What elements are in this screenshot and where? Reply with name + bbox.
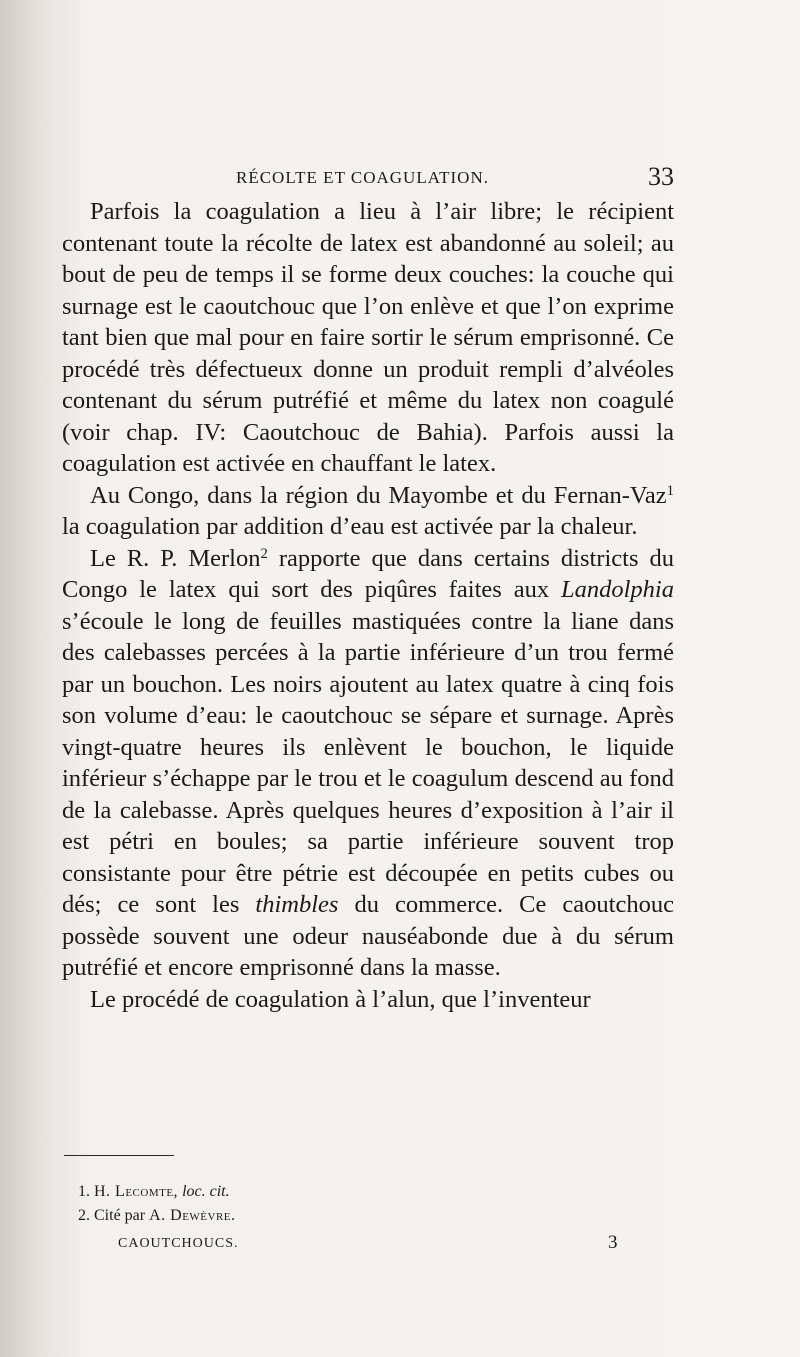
footnote-author: H. Lecomte, <box>94 1183 179 1200</box>
footnote-author: A. Dewèvre. <box>149 1207 236 1224</box>
paragraph-3-text-end: du commerce. Ce caoutchouc possède souvent une odeur nauséabonde due à du sérum putréfié et encore emprisonné dans la masse. <box>62 891 674 981</box>
footnote-ref-2: 2 <box>260 545 268 562</box>
italic-landolphia: Landolphia <box>561 576 674 603</box>
footnote-number: 1. <box>78 1183 90 1200</box>
paragraph-3-text-mid2: s’écoule le long de feuilles mastiquées contre la liane dans des calebasses percées à la partie inférieure d’un trou fermé par un bouchon. Les noirs ajoutent au latex quatre à cinq fois son volume d’eau: le caoutchouc se sépare et surnage. Après vingt-quatre heures ils enlèvent le bouchon, le liquide inférieur s’échappe par le trou et le coagulum descend au fond de la calebasse. Après quelques heures d’exposition à l’air il est pétri en boules; sa partie inférieure souvent trop consistante pour être pétrie est découpée en petits cubes ou dés; ce sont les <box>62 607 674 918</box>
body-text <box>62 196 674 1015</box>
paragraph-2-text-end: la coagulation par addition d’eau est activée par la chaleur. <box>62 513 638 540</box>
paragraph-2 <box>62 480 674 543</box>
footnote-prefix: Cité par <box>94 1207 146 1224</box>
paragraph-3-text-mid: rapporte que dans certains districts du Congo le latex qui sort des piqûres faites aux <box>62 544 675 603</box>
footnotes <box>78 1180 638 1228</box>
footnote-1 <box>78 1180 638 1204</box>
printer-signature: CAOUTCHOUCS. <box>118 1236 239 1251</box>
page-header <box>62 162 674 194</box>
running-title: RÉCOLTE ET COAGULATION. <box>236 168 489 187</box>
paragraph-3 <box>62 543 674 984</box>
italic-thimbles: thimbles <box>255 891 339 918</box>
paragraph-2-text: Au Congo, dans la région du Mayombe et du Fernan-Vaz <box>90 481 667 509</box>
footnote-2 <box>78 1204 638 1228</box>
paragraph-1: Parfois la coagulation a lieu à l’air libre; le récipient contenant toute la récolte de latex est abandonné au soleil; au bout de peu de temps il se forme deux couches: la couche qui surnage est le caoutchouc que l’on enlève et que l’on exprime tant bien que mal pour en faire sortir le sérum emprisonné. Ce procédé très défectueux donne un produit rempli d’alvéoles contenant du sérum putréfié et même du latex non coagulé (voir chap. IV: Caoutchouc de Bahia). Parfois aussi la coagulation est activée en chauffant le latex. <box>62 198 674 477</box>
footnote-number: 2. <box>78 1207 90 1224</box>
page-number: 33 <box>648 162 674 191</box>
footnote-ref-1: 1 <box>666 482 674 499</box>
footnote-reference: loc. cit. <box>182 1183 230 1200</box>
signature-mark: 3 <box>608 1232 618 1253</box>
paragraph-3-text: Le R. P. Merlon <box>90 544 261 572</box>
paragraph-4: Le procédé de coagulation à l’alun, que l’inventeur <box>90 985 591 1013</box>
footnote-divider <box>64 1155 174 1156</box>
